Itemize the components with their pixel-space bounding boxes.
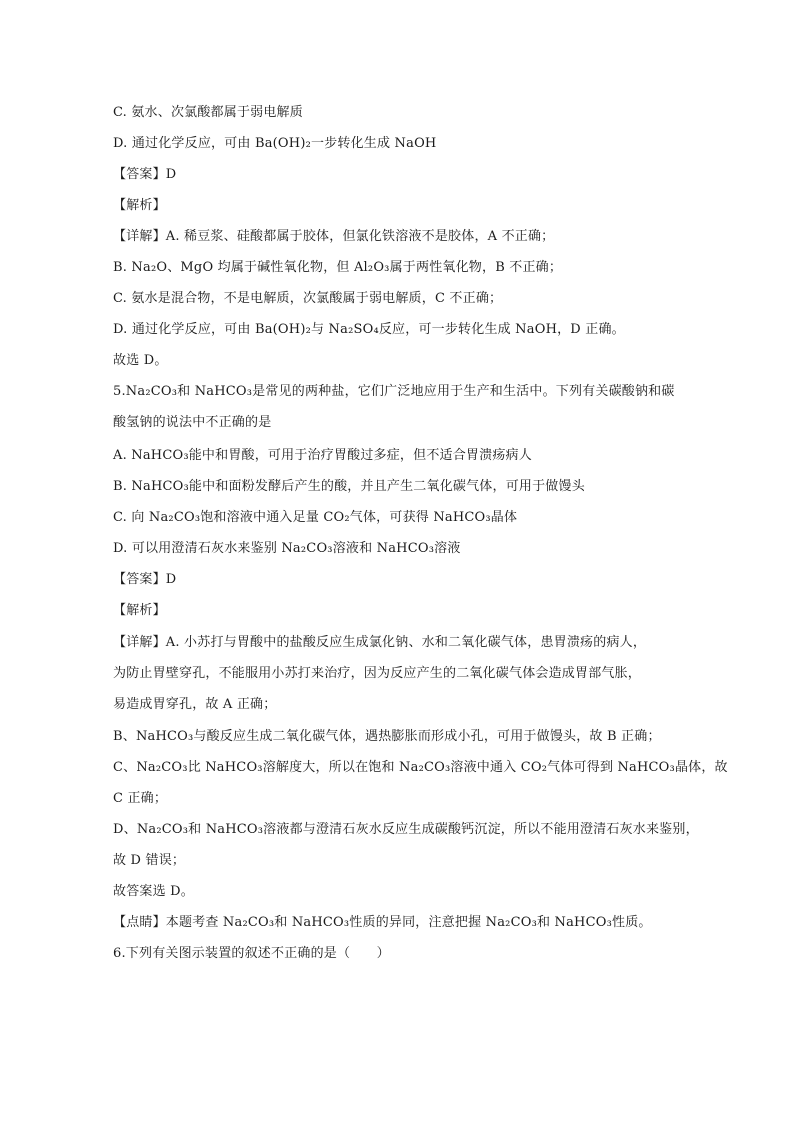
question-5-line-1: 5.Na₂CO₃和 NaHCO₃是常见的两种盐，它们广泛地应用于生产和生活中。下列有关碳酸钠和碳	[113, 384, 675, 399]
conclusion-4: 故选 D。	[113, 353, 168, 368]
detail-a-5-line-1: 【详解】A. 小苏打与胃酸中的盐酸反应生成氯化钠、水和二氧化碳气体，患胃溃疡的病人，	[113, 635, 647, 650]
analysis-label-4: 【解析】	[113, 198, 166, 213]
detail-d-5-line-2: 故 D 错误；	[113, 853, 186, 868]
answer-label-4: 【答案】D	[113, 167, 177, 182]
question-6-stem: 6.下列有关图示装置的叙述不正确的是（ ）	[113, 946, 390, 961]
detail-d-4: D. 通过化学反应，可由 Ba(OH)₂与 Na₂SO₄反应，可一步转化生成 NaOH，D 正确。	[113, 322, 625, 337]
option-c-prev: C. 氨水、次氯酸都属于弱电解质	[113, 105, 303, 120]
detail-a-5-line-3: 易造成胃穿孔，故 A 正确；	[113, 697, 277, 712]
conclusion-5: 故答案选 D。	[113, 884, 194, 899]
detail-c-5-line-1: C、Na₂CO₃比 NaHCO₃溶解度大，所以在饱和 Na₂CO₃溶液中通入 CO₂气体可得到 NaHCO₃晶体，故	[113, 760, 728, 775]
option-b-5: B. NaHCO₃能中和面粉发酵后产生的酸，并且产生二氧化碳气体，可用于做馒头	[113, 479, 585, 494]
detail-b-4: B. Na₂O、MgO 均属于碱性氧化物，但 Al₂O₃属于两性氧化物，B 不正确；	[113, 260, 563, 275]
option-d-5: D. 可以用澄清石灰水来鉴别 Na₂CO₃溶液和 NaHCO₃溶液	[113, 541, 461, 556]
key-point-5: 【点睛】本题考查 Na₂CO₃和 NaHCO₃性质的异同，注意把握 Na₂CO₃和 NaHCO₃性质。	[113, 915, 652, 930]
answer-label-5: 【答案】D	[113, 572, 177, 587]
question-5-line-2: 酸氢钠的说法中不正确的是	[113, 415, 272, 430]
detail-a-5-line-2: 为防止胃壁穿孔，不能服用小苏打来治疗，因为反应产生的二氧化碳气体会造成胃部气胀，	[113, 666, 642, 681]
option-a-5: A. NaHCO₃能中和胃酸，可用于治疗胃酸过多症，但不适合胃溃疡病人	[113, 448, 532, 463]
analysis-label-5: 【解析】	[113, 603, 166, 618]
option-c-5: C. 向 Na₂CO₃饱和溶液中通入足量 CO₂气体，可获得 NaHCO₃晶体	[113, 510, 518, 525]
detail-d-5-line-1: D、Na₂CO₃和 NaHCO₃溶液都与澄清石灰水反应生成碳酸钙沉淀，所以不能用澄清石灰水来鉴别，	[113, 822, 699, 837]
option-d-prev: D. 通过化学反应，可由 Ba(OH)₂一步转化生成 NaOH	[113, 136, 437, 151]
detail-c-5-line-2: C 正确；	[113, 791, 168, 806]
detail-a-4: 【详解】A. 稀豆浆、硅酸都属于胶体，但氯化铁溶液不是胶体，A 不正确；	[113, 229, 555, 244]
detail-c-4: C. 氨水是混合物，不是电解质，次氯酸属于弱电解质，C 不正确；	[113, 291, 503, 306]
detail-b-5: B、NaHCO₃与酸反应生成二氧化碳气体，遇热膨胀而形成小孔，可用于做馒头，故 B 正确；	[113, 729, 661, 744]
